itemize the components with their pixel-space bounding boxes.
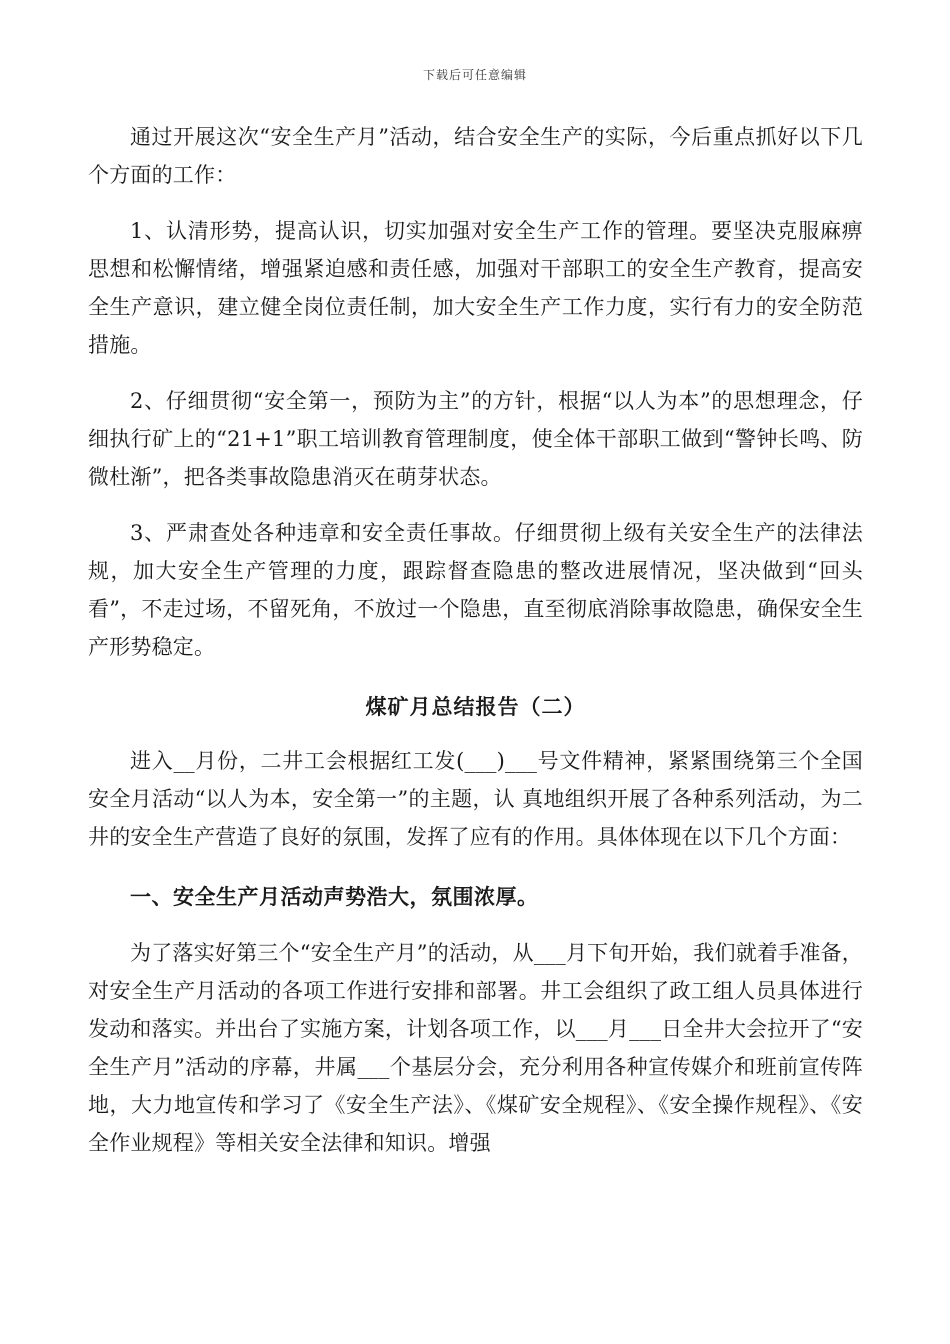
page-header-note: 下载后可任意编辑: [422, 68, 527, 82]
section-1-heading: 一、安全生产月活动声势浩大，氛围浓厚。: [130, 884, 539, 909]
report-title: 煤矿月总结报告（二）: [365, 694, 586, 719]
point-2-paragraph: 2、仔细贯彻“安全第一，预防为主”的方针，根据“以人为本”的思想理念，仔细执行矿上的“21+1”职工培训教育管理制度，使全体干部职工做到“警钟长鸣、防微杜渐”，把各类事故隐患消灭在萌芽状态。: [88, 389, 863, 489]
report-intro-paragraph: 进入__月份，二井工会根据红工发(___)___号文件精神，紧紧围绕第三个全国安全月活动“以人为本，安全第一”的主题，认 真地组织开展了各种系列活动，为二井的安全生产营造了良好的氛围，发挥了应有的作用。具体体现在以下几个方面：: [88, 749, 863, 849]
point-3-paragraph: 3、严肃查处各种违章和安全责任事故。仔细贯彻上级有关安全生产的法律法规，加大安全生产管理的力度，跟踪督查隐患的整改进展情况，坚决做到“回头看”，不走过场，不留死角，不放过一个隐患，直至彻底消除事故隐患，确保安全生产形势稳定。: [88, 521, 863, 659]
document-body: [88, 118, 863, 1162]
point-1-paragraph: 1、认清形势，提高认识，切实加强对安全生产工作的管理。要坚决克服麻痹思想和松懈情绪，增强紧迫感和责任感，加强对干部职工的安全生产教育，提高安全生产意识，建立健全岗位责任制，加大安全生产工作力度，实行有力的安全防范措施。: [88, 219, 863, 357]
intro-paragraph: 通过开展这次“安全生产月”活动，结合安全生产的实际，今后重点抓好以下几个方面的工作：: [88, 125, 863, 187]
section-1-paragraph: 为了落实好第三个“安全生产月”的活动，从___月下旬开始，我们就着手准备，对安全生产月活动的各项工作进行安排和部署。井工会组织了政工组人员具体进行发动和落实。并出台了实施方案，计划各项工作，以___月___日全井大会拉开了“安全生产月”活动的序幕，井属___个基层分会，充分利用各种宣传媒介和班前宣传阵地，大力地宣传和学习了《安全生产法》、《煤矿安全规程》、《安全操作规程》、《安全作业规程》等相关安全法律和知识。增强: [88, 941, 863, 1155]
